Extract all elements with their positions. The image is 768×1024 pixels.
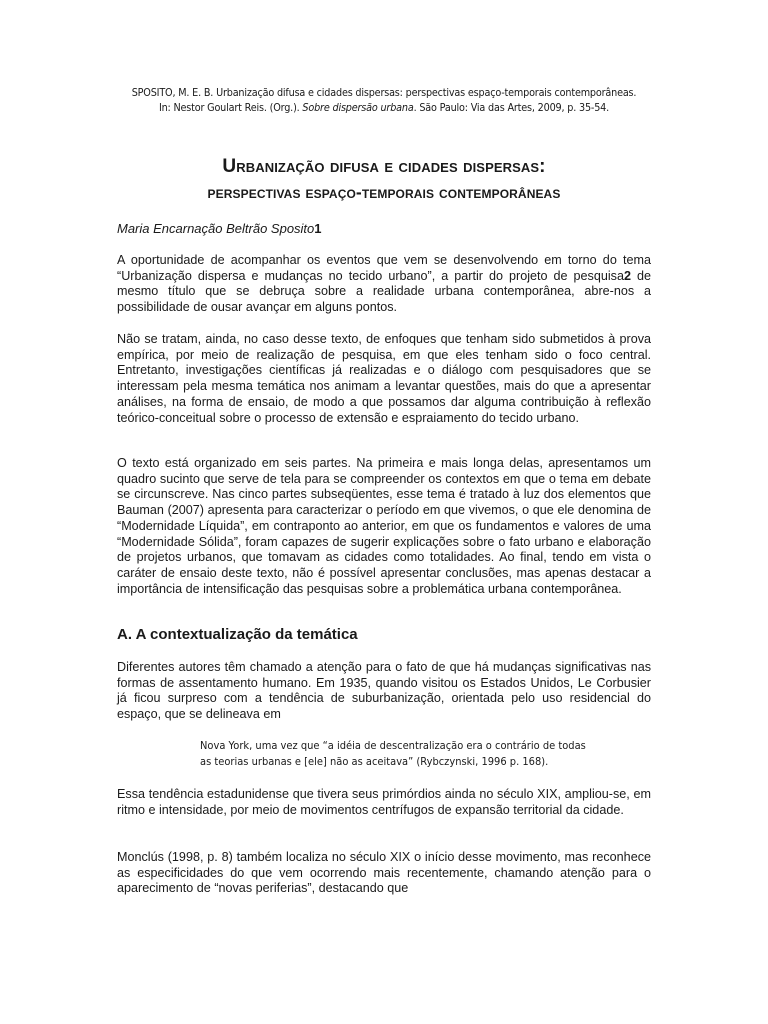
citation-header bbox=[31, 86, 738, 116]
paragraph-1-part-a: A oportunidade de acompanhar os eventos que vem se desenvolvendo em torno do tema “Urbanização dispersa e mudanças no tecido urbano”, a partir do projeto de pesquisa bbox=[117, 253, 651, 283]
section-heading-a: A. A contextualização da temática bbox=[117, 626, 358, 643]
title-line-1: Urbanização difusa e cidades dispersas: bbox=[222, 156, 546, 177]
paragraph-3: O texto está organizado em seis partes. Na primeira e mais longa delas, apresentamos um quadro sucinto que serve de tela para se compreender os contextos em que o tema em debate se circunscreve. Nas cinco partes subseqüentes, esse tema é tratado à luz dos elementos que Bauman (2007) apresenta para caracterizar o período em que vivemos, o que ele denomina de “Modernidade Líquida”, em contraponto ao anterior, em que os fundamentos e valores de uma “Modernidade Sólida”, foram capazes de sugerir explicações sobre o fato urbano e elaboração de projetos urbanos, que tomavam as cidades como totalidades. Ao final, tendo em vista o caráter de ensaio deste texto, não é possível apresentar conclusões, mas apenas destacar a importância de intensificação das pesquisas sobre a problemática urbana contemporânea. bbox=[117, 456, 651, 596]
paragraph-5: Essa tendência estadunidense que tivera seus primórdios ainda no século XIX, ampliou-se, em ritmo e intensidade, por meio de movimentos centrífugos de expansão territorial da cidade. bbox=[117, 787, 651, 817]
citation-prefix: In: Nestor Goulart Reis. (Org.). bbox=[158, 102, 303, 114]
paragraph-6: Monclús (1998, p. 8) também localiza no século XIX o início desse movimento, mas reconhece as especificidades do que vem ocorrendo mais recentemente, chamando atenção para o aparecimento de “novas periferias”, destacando que bbox=[117, 850, 651, 896]
paragraph-4: Diferentes autores têm chamado a atenção para o fato de que há mudanças significativas nas formas de assentamento humano. Em 1935, quando visitou os Estados Unidos, Le Corbusier já ficou surpreso com a tendência de suburbanização, orientada pelo uso residencial do espaço, que se delineava em bbox=[117, 660, 651, 722]
citation-suffix: . São Paulo: Via das Artes, 2009, p. 35-54. bbox=[413, 102, 610, 114]
author-name bbox=[117, 221, 322, 236]
block-quote: Nova York, uma vez que “a idéia de descentralização era o contrário de todas as teorias urbanas e [ele] não as aceitava” (Rybczynski, 1996 p. 168). bbox=[200, 739, 586, 768]
title-line-2: perspectivas espaço-temporais contemporâneas bbox=[207, 182, 561, 202]
citation-book-title: Sobre dispersão urbana bbox=[302, 102, 414, 114]
citation-line-2 bbox=[31, 101, 738, 116]
citation-line-1: SPOSITO, M. E. B. Urbanização difusa e cidades dispersas: perspectivas espaço-temporais contemporâneas. bbox=[131, 87, 637, 99]
paragraph-2: Não se tratam, ainda, no caso desse texto, de enfoques que tenham sido submetidos à prova empírica, por meio de realização de pesquisa, em que eles tenham sido o foco central. Entretanto, investigações científicas já realizadas e o diálogo com pesquisadores que se interessam pela mesma temática nos animam a levantar questões, mais do que a apresentar análises, na forma de ensaio, de modo a que possamos dar alguma contribuição à reflexão teórico-conceitual sobre o processo de extensão e espraiamento do tecido urbano. bbox=[117, 332, 651, 425]
author-footnote-ref[interactable]: 1 bbox=[314, 221, 322, 236]
paragraph-1 bbox=[117, 253, 651, 316]
author-name-text: Maria Encarnação Beltrão Sposito bbox=[117, 221, 315, 236]
paragraph-1-footnote-ref[interactable]: 2 bbox=[623, 268, 631, 283]
paragraph-1-part-b: de mesmo título que se debruça sobre a realidade urbana contemporânea, abre-nos a possibilidade de ousar avançar em alguns pontos. bbox=[117, 268, 651, 315]
